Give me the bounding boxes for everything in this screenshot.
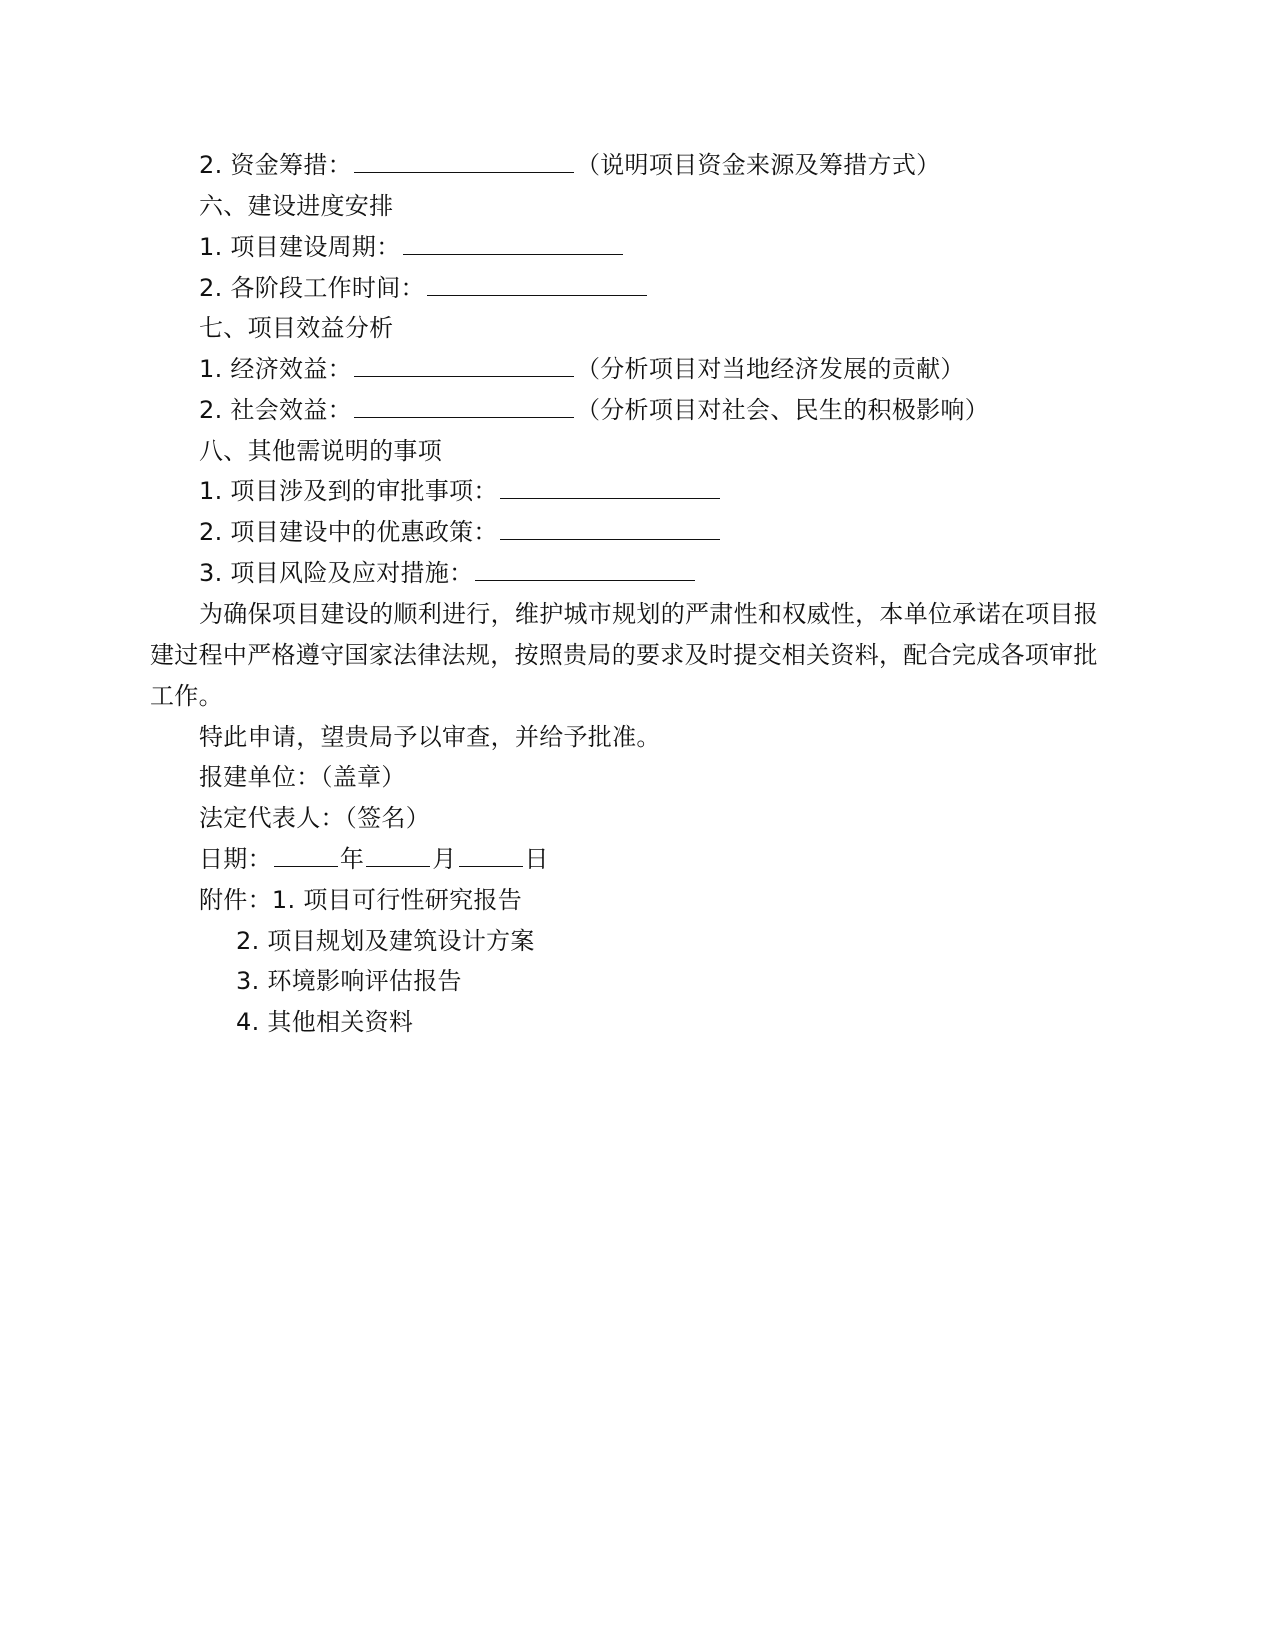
period-blank xyxy=(403,232,623,255)
risk-blank xyxy=(475,558,695,581)
attachment-item: 2. 项目规划及建筑设计方案 xyxy=(236,927,535,955)
social-blank xyxy=(354,395,574,418)
approval-blank xyxy=(500,476,720,499)
stages-line xyxy=(199,273,649,303)
representative-line: 法定代表人：（签名） xyxy=(199,804,430,832)
risk-line xyxy=(199,558,697,588)
date-month-label: 月 xyxy=(432,845,457,873)
attachments-label: 附件： xyxy=(199,886,272,914)
section-seven-heading: 七、项目效益分析 xyxy=(199,314,394,342)
funding-line xyxy=(199,150,940,180)
attachments-line xyxy=(199,885,522,915)
social-note: （分析项目对社会、民生的积极影响） xyxy=(575,396,990,424)
date-day-blank xyxy=(459,844,523,867)
date-label: 日期： xyxy=(199,845,272,873)
economic-label: 1. 经济效益： xyxy=(199,355,352,383)
funding-note: （说明项目资金来源及筹措方式） xyxy=(575,151,941,179)
date-day-label: 日 xyxy=(524,845,549,873)
policy-blank xyxy=(500,517,720,540)
date-year-label: 年 xyxy=(339,845,365,873)
commitment-line-3: 工作。 xyxy=(150,682,223,710)
request-line: 特此申请，望贵局予以审查，并给予批准。 xyxy=(199,723,661,751)
date-line xyxy=(199,844,549,874)
attachment-item: 3. 环境影响评估报告 xyxy=(236,967,462,995)
social-label: 2. 社会效益： xyxy=(199,396,352,424)
attachment-item: 4. 其他相关资料 xyxy=(236,1008,414,1036)
unit-line: 报建单位：（盖章） xyxy=(199,763,406,791)
policy-line xyxy=(199,517,722,547)
economic-note: （分析项目对当地经济发展的贡献） xyxy=(575,355,965,383)
approval-label: 1. 项目涉及到的审批事项： xyxy=(199,477,498,505)
policy-label: 2. 项目建设中的优惠政策： xyxy=(199,518,498,546)
funding-blank xyxy=(354,150,574,173)
social-line xyxy=(199,395,989,425)
section-six-heading: 六、建设进度安排 xyxy=(199,192,394,220)
commitment-line-1: 为确保项目建设的顺利进行，维护城市规划的严肃性和权威性，本单位承诺在项目报 xyxy=(199,600,1099,628)
economic-blank xyxy=(354,354,574,377)
date-month-blank xyxy=(366,844,430,867)
risk-label: 3. 项目风险及应对措施： xyxy=(199,559,474,587)
stages-label: 2. 各阶段工作时间： xyxy=(199,274,425,302)
period-line xyxy=(199,232,625,262)
section-eight-heading: 八、其他需说明的事项 xyxy=(199,437,442,465)
approval-line xyxy=(199,476,722,506)
date-year-blank xyxy=(274,844,338,867)
attachment-item: 1. 项目可行性研究报告 xyxy=(271,886,523,914)
period-label: 1. 项目建设周期： xyxy=(199,233,401,261)
funding-label: 2. 资金筹措： xyxy=(199,151,352,179)
economic-line xyxy=(199,354,965,384)
commitment-line-2: 建过程中严格遵守国家法律法规，按照贵局的要求及时提交相关资料，配合完成各项审批 xyxy=(150,641,1098,669)
stages-blank xyxy=(427,273,647,296)
